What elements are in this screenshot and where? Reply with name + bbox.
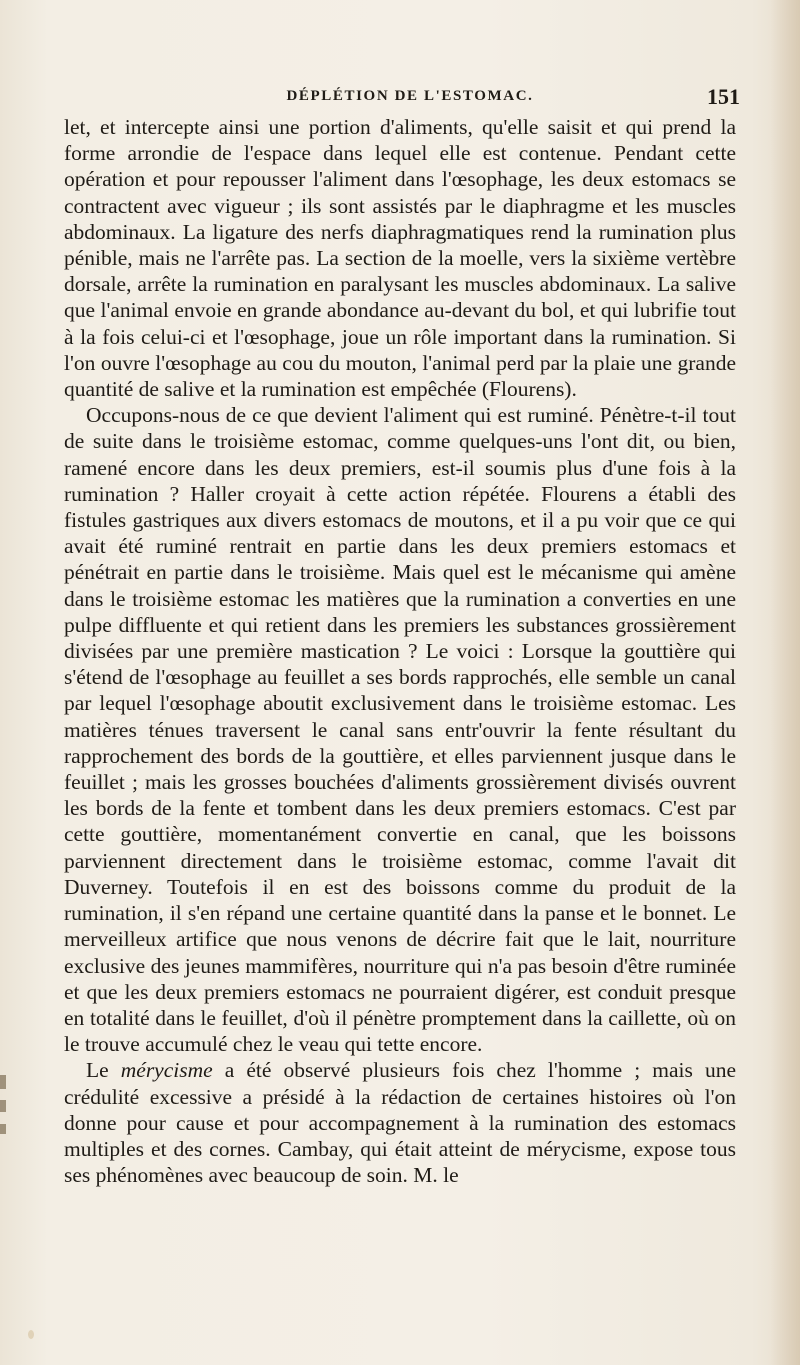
page-edge-shadow xyxy=(770,0,800,1365)
body-text xyxy=(64,114,736,1188)
edge-mark xyxy=(0,1075,6,1089)
paragraph-3-rest: a été observé plusieurs fois chez l'homme ; mais une crédulité excessive a présidé à la rédaction de certaines histoires où l'on donne pour cause et pour accompagnement à la rumination des estomacs multiples et des cornes. Cambay, qui était atteint de mérycisme, expose tous ses phénomènes avec beaucoup de soin. M. le xyxy=(64,1058,736,1188)
paragraph-2: Occupons-nous de ce que devient l'aliment qui est ruminé. Pénètre-t-il tout de suite dans le troisième estomac, comme quelques-uns l'ont dit, ou bien, ramené encore dans les deux premiers, est-il soumis plus d'une fois à la rumination ? Haller croyait à cette action répétée. Flourens a établi des fistules gastriques aux divers estomacs de moutons, et il a pu voir que ce qui avait été ruminé rentrait en partie dans les deux premiers estomacs et pénétrait en partie dans le troisième. Mais quel est le mécanisme qui amène dans le troisième estomac les matières que la rumination a converties en une pulpe diffluente et qui retient dans les premiers les substances grossièrement divisées par une première mastication ? Le voici : Lorsque la gouttière qui s'étend de l'œsophage au feuillet a ses bords rapprochés, elle semble un canal par lequel l'œsophage aboutit exclusivement dans le troisième estomac. Les matières ténues traversent le canal sans entr'ouvrir la fente résultant du rapprochement des bords de la gouttière, et elles parviennent jusque dans le feuillet ; mais les grosses bouchées d'aliments grossièrement divisés ouvrent les bords de la fente et tombent dans les deux premiers estomacs. C'est par cette gouttière, momentanément convertie en canal, que les boissons parviennent directement dans le troisième estomac, comme l'avait dit Duverney. Toutefois il en est des boissons comme du produit de la rumination, il s'en répand une certaine quantité dans la panse et le bonnet. Le merveilleux artifice que nous venons de décrire fait que le lait, nourriture exclusive des jeunes mammifères, nourriture qui n'a pas besoin d'être ruminée et que les deux premiers estomacs ne pourraient digérer, est conduit presque en totalité dans le feuillet, d'où il pénètre promptement dans la caillette, où on le trouve accumulé chez le veau qui tette encore. xyxy=(64,403,736,1057)
edge-mark xyxy=(0,1124,6,1134)
running-head xyxy=(80,84,740,112)
edge-mark xyxy=(0,1100,6,1112)
paragraph-3-lead: Le xyxy=(86,1058,121,1083)
paper-speck xyxy=(28,1330,34,1339)
term-merycisme: mérycisme xyxy=(120,1058,213,1083)
page-number: 151 xyxy=(707,84,740,109)
paragraph-3 xyxy=(64,1057,736,1188)
paragraph-1: let, et intercepte ainsi une portion d'aliments, qu'elle saisit et qui prend la forme arrondie de l'espace dans lequel elle est contenue. Pendant cette opération et pour repousser l'aliment dans l'œsophage, les deux estomacs se contractent avec vigueur ; ils sont assistés par le diaphragme et les muscles abdominaux. La ligature des nerfs diaphragmatiques rend la rumination plus pénible, mais ne l'arrête pas. La section de la moelle, vers la sixième vertèbre dorsale, arrête la rumination en paralysant les muscles abdominaux. La salive que l'animal envoie en grande abondance au-devant du bol, et qui lubrifie tout à la fois celui-ci et l'œsophage, joue un rôle important dans la rumination. Si l'on ouvre l'œsophage au cou du mouton, l'animal perd par la plaie une grande quantité de salive et la rumination est empêchée (Flourens). xyxy=(64,115,736,402)
running-title: DÉPLÉTION DE L'ESTOMAC. xyxy=(286,88,534,104)
